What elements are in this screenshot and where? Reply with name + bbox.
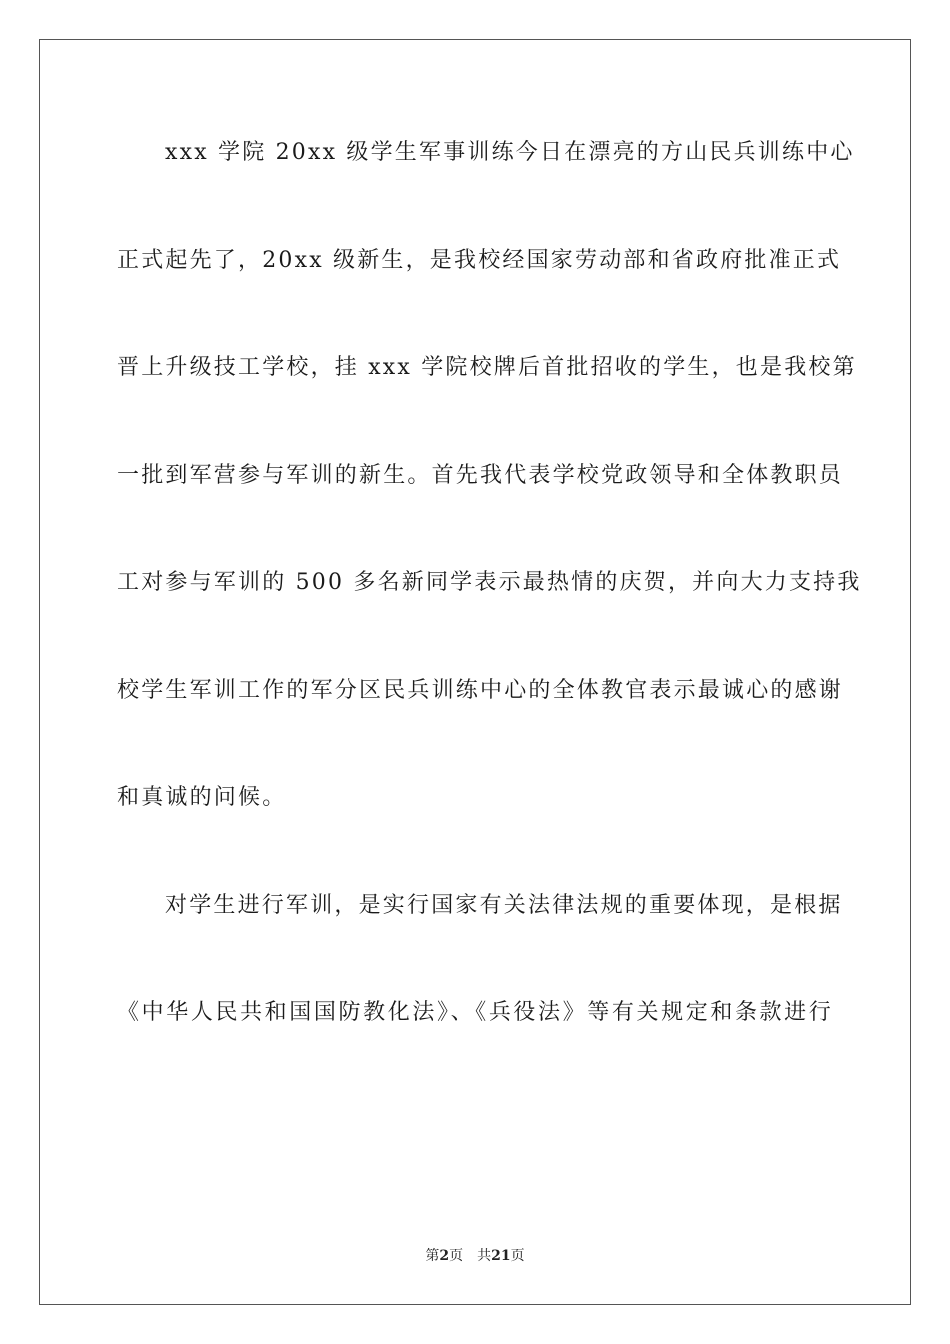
paragraph-1-line-1: xxx 学院 20xx 级学生军事训练今日在漂亮的方山民兵训练中心 (165, 140, 855, 165)
paragraph-2-line-1: 对学生进行军训，是实行国家有关法律法规的重要体现，是根据 (165, 893, 843, 918)
paragraph-1-line-4: 一批到军营参与军训的新生。首先我代表学校党政领导和全体教职员 (117, 463, 844, 488)
paragraph-1-line-6: 校学生军训工作的军分区民兵训练中心的全体教官表示最诚心的感谢 (117, 678, 844, 703)
total-pages-number: 21 (491, 1248, 511, 1264)
paragraph-1-line-7: 和真诚的问候。 (117, 785, 287, 810)
paragraph-1-line-2: 正式起先了，20xx 级新生，是我校经国家劳动部和省政府批准正式 (117, 248, 842, 273)
paragraph-1-line-5: 工对参与军训的 500 多名新同学表示最热情的庆贺，并向大力支持我 (117, 570, 862, 595)
total-suffix: 页 (510, 1248, 525, 1264)
page-border (39, 39, 911, 1305)
total-prefix: 共 (477, 1248, 492, 1264)
paragraph-1-line-3: 晋上升级技工学校，挂 xxx 学院校牌后首批招收的学生，也是我校第 (117, 355, 857, 380)
paragraph-2-line-2: 《中华人民共和国国防教化法》、《兵役法》等有关规定和条款进行 (117, 1000, 833, 1025)
page-footer (0, 1246, 950, 1266)
page-suffix: 页 (449, 1248, 464, 1264)
current-page-number: 2 (439, 1248, 450, 1264)
page-prefix: 第 (425, 1248, 440, 1264)
